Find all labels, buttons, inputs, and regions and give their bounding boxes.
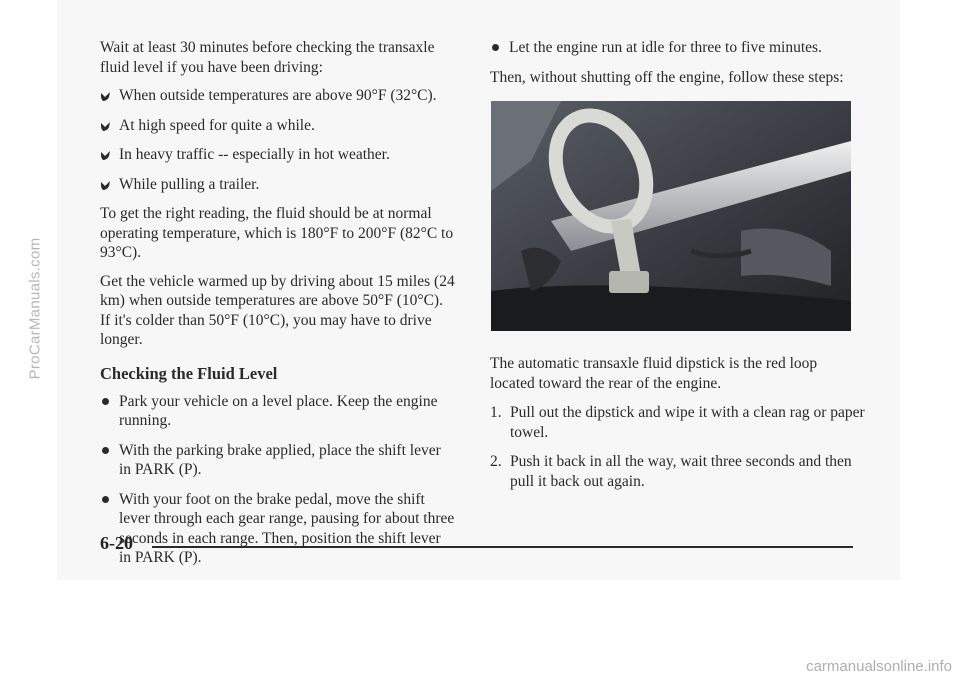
- check-leaf-icon: [100, 121, 111, 132]
- then-paragraph: Then, without shutting off the engine, follow these steps:: [490, 68, 844, 86]
- check-leaf-icon: [100, 91, 111, 102]
- condition-item: [100, 86, 455, 106]
- numbered-step: [490, 452, 865, 491]
- step-number: 1.: [490, 404, 502, 421]
- step-item: [100, 441, 455, 480]
- dot-bullet-icon: [492, 44, 499, 51]
- condition-text: In heavy traffic -- especially in hot weather.: [119, 146, 390, 163]
- intro-paragraph: Wait at least 30 minutes before checking the transaxle fluid level if you have been driving:: [100, 39, 435, 76]
- corner-watermark: carmanualsonline.info: [806, 658, 952, 675]
- dot-bullet-icon: [102, 447, 109, 454]
- page-footer: [100, 533, 853, 559]
- condition-text: When outside temperatures are above 90°F (32°C).: [119, 87, 437, 104]
- photo-caption: The automatic transaxle fluid dipstick is the red loop located toward the rear of the engine.: [490, 355, 818, 392]
- dot-bullet-icon: [102, 496, 109, 503]
- step-text: Let the engine run at idle for three to five minutes.: [509, 39, 822, 56]
- condition-item: [100, 175, 455, 195]
- step-number: 2.: [490, 453, 502, 470]
- left-column: [100, 38, 455, 578]
- page-number: 6-20: [100, 533, 133, 553]
- step-text: Push it back in all the way, wait three seconds and then pull it back out again.: [510, 453, 852, 490]
- check-leaf-icon: [100, 180, 111, 191]
- step-text: Park your vehicle on a level place. Keep the engine running.: [119, 392, 438, 429]
- check-leaf-icon: [100, 150, 111, 161]
- right-column: [490, 38, 865, 96]
- step-text: With your foot on the brake pedal, move the shift lever through each gear range, pausing for about three seconds in each range. Then, position the shift lever in PARK (P).: [119, 490, 455, 566]
- engine-bay-image: [491, 101, 851, 331]
- temperature-paragraph: To get the right reading, the fluid should be at normal operating temperature, which is 180°F to 200°F (82°C to 93°C).: [100, 205, 454, 261]
- warmup-paragraph: Get the vehicle warmed up by driving about 15 miles (24 km) when outside temperatures are above 50°F (10°C). If it's colder than 50°F (10°C), you may have to drive longer.: [100, 272, 455, 348]
- right-column-lower: [490, 354, 865, 501]
- step-item: [490, 38, 865, 58]
- dipstick-photo: [491, 101, 851, 331]
- condition-text: While pulling a trailer.: [119, 175, 260, 193]
- footer-rule: [152, 546, 853, 548]
- step-text: Pull out the dipstick and wipe it with a clean rag or paper towel.: [510, 404, 865, 441]
- step-item: [100, 392, 455, 431]
- numbered-step: [490, 403, 865, 442]
- side-watermark: ProCarManuals.com: [26, 237, 44, 380]
- section-heading: Checking the Fluid Level: [100, 363, 278, 383]
- condition-item: [100, 116, 455, 136]
- dot-bullet-icon: [102, 398, 109, 405]
- step-text: With the parking brake applied, place the shift lever in PARK (P).: [119, 441, 441, 478]
- condition-item: [100, 145, 455, 165]
- condition-text: At high speed for quite a while.: [119, 116, 315, 134]
